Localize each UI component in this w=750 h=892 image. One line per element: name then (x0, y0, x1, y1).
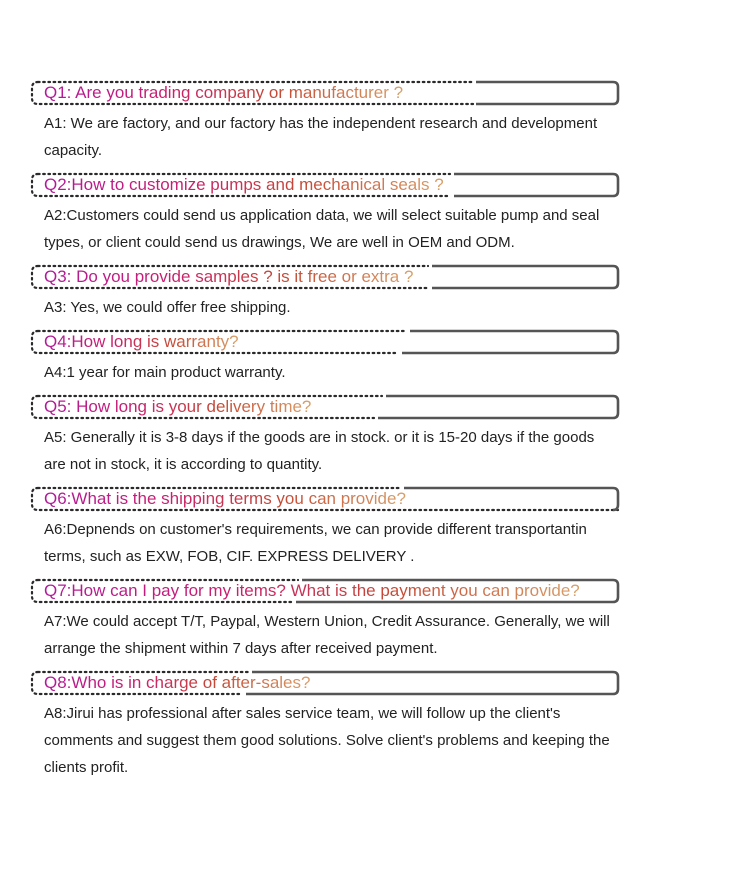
faq-item-q3 (30, 264, 622, 321)
answer-text: A1: We are factory, and our factory has the independent research and development capacity. (44, 115, 598, 159)
question-bar (30, 578, 622, 604)
question-bar (30, 486, 622, 512)
question-bar (30, 670, 622, 696)
question-text: Q5: How long is your delivery time? (44, 397, 312, 416)
faq-item-q2 (30, 172, 622, 256)
question-text: Q7:How can I pay for my items? What is the payment you can provide? (44, 581, 580, 600)
answer-text: A7:We could accept T/T, Paypal, Western Union, Credit Assurance. Generally, we will arrange the shipment within 7 days after received payment. (44, 613, 610, 657)
faq-list (30, 80, 622, 789)
answer-text: A4:1 year for main product warranty. (44, 364, 286, 381)
question-bar (30, 80, 622, 106)
answer-text: A6:Depnends on customer's requirements, we can provide different transportantin terms, such as EXW, FOB, CIF. EXPRESS DELIVERY . (44, 521, 587, 565)
question-bar (30, 172, 622, 198)
question-bar (30, 394, 622, 420)
question-text: Q4:How long is warranty? (44, 332, 239, 351)
answer-text: A5: Generally it is 3-8 days if the goods are in stock. or it is 15-20 days if the goods are not in stock, it is according to quantity. (44, 429, 595, 473)
answer-text: A3: Yes, we could offer free shipping. (44, 299, 291, 316)
question-text: Q8:Who is in charge of after-sales? (44, 673, 311, 692)
faq-item-q4 (30, 329, 622, 386)
answer-text: A8:Jirui has professional after sales service team, we will follow up the client's comments and suggest them good solutions. Solve client's problems and keeping the clients profit. (44, 705, 610, 776)
question-text: Q1: Are you trading company or manufacturer ? (44, 83, 404, 102)
question-text: Q3: Do you provide samples ? is it free or extra ? (44, 267, 414, 286)
faq-item-q6 (30, 486, 622, 570)
answer-text: A2:Customers could send us application data, we will select suitable pump and seal types, or client could send us drawings, We are well in OEM and ODM. (44, 207, 600, 251)
question-text: Q2:How to customize pumps and mechanical seals ? (44, 175, 444, 194)
question-bar (30, 329, 622, 355)
question-text: Q6:What is the shipping terms you can provide? (44, 489, 406, 508)
faq-item-q7 (30, 578, 622, 662)
faq-item-q8 (30, 670, 622, 781)
faq-item-q5 (30, 394, 622, 478)
faq-item-q1 (30, 80, 622, 164)
question-bar (30, 264, 622, 290)
